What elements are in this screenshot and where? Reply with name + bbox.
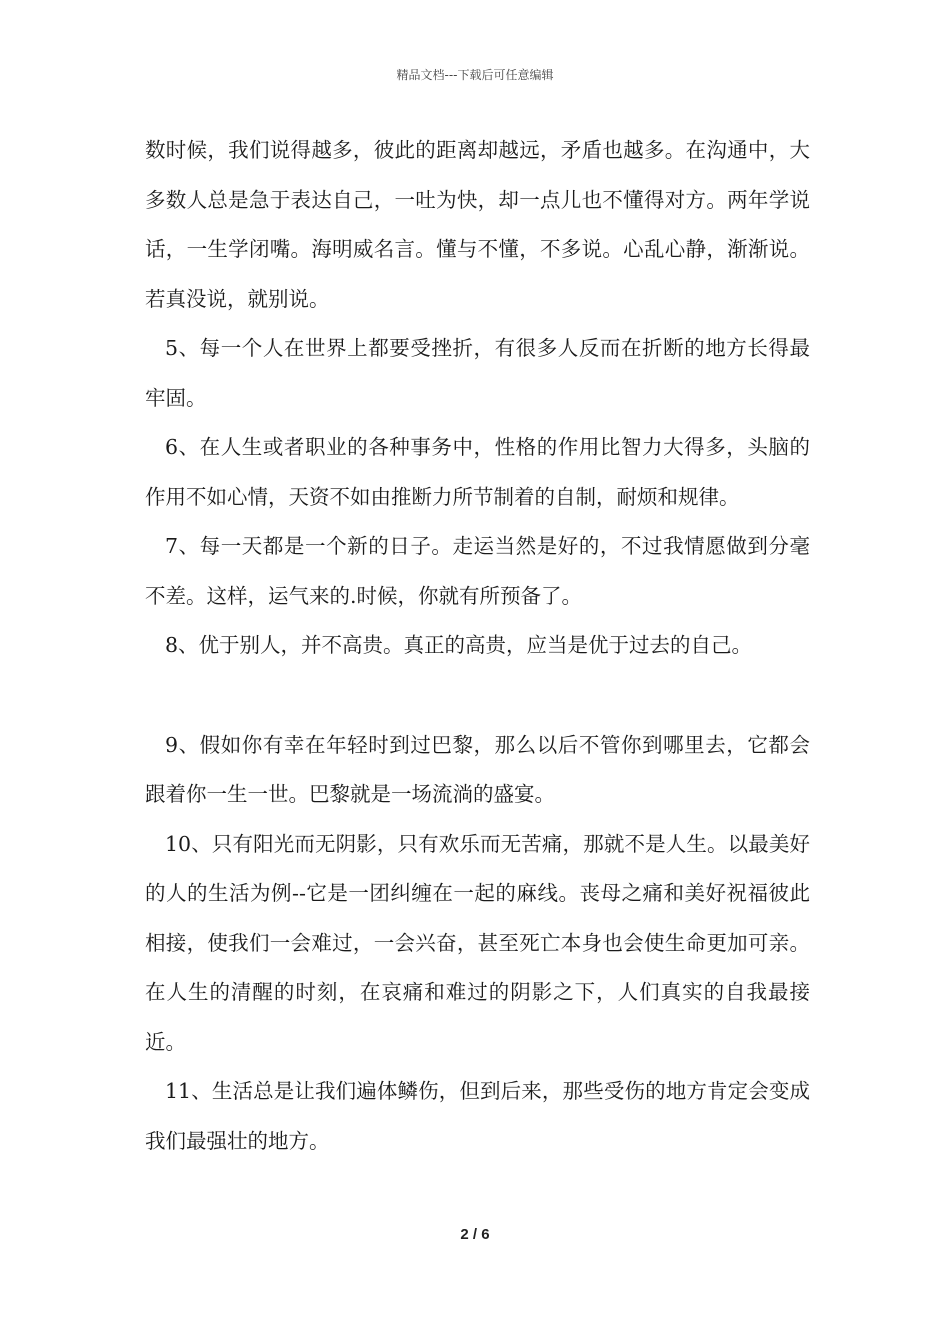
paragraph-item-10: 10、只有阳光而无阴影，只有欢乐而无苦痛，那就不是人生。以最美好的人的生活为例--它是一团纠缠在一起的麻线。丧母之痛和美好祝福彼此相接，使我们一会难过，一会兴奋，甚至死亡本身也会使生命更加可亲。在人生的清醒的时刻，在哀痛和难过的阴影之下，人们真实的自我最接近。 [145,831,810,1054]
paragraph-continued: 数时候，我们说得越多，彼此的距离却越远，矛盾也越多。在沟通中，大多数人总是急于表达自己，一吐为快，却一点儿也不懂得对方。两年学说话，一生学闭嘴。海明威名言。懂与不懂，不多说。心乱心静，渐渐说。若真没说，就别说。 [145,138,810,311]
paragraph-item-5: 5、每一个人在世界上都要受挫折，有很多人反而在折断的地方长得最牢固。 [145,336,810,410]
paragraph-item-9: 9、假如你有幸在年轻时到过巴黎，那么以后不管你到哪里去，它都会跟着你一生一世。巴黎就是一场流淌的盛宴。 [145,732,810,806]
paragraph-item-6: 6、在人生或者职业的各种事务中，性格的作用比智力大得多，头脑的作用不如心情，天资不如由推断力所节制着的自制，耐烦和规律。 [145,435,810,509]
page-header: 精品文档---下载后可任意编辑 [396,68,554,82]
paragraph-item-8: 8、优于别人，并不高贵。真正的高贵，应当是优于过去的自己。 [165,633,753,657]
page-number: 2 / 6 [460,1226,490,1243]
blank-line [145,671,810,721]
paragraph-item-7: 7、每一天都是一个新的日子。走运当然是好的，不过我情愿做到分毫不差。这样，运气来的.时候，你就有所预备了。 [145,534,810,608]
paragraph-item-11: 11、生活总是让我们遍体鳞伤，但到后来，那些受伤的地方肯定会变成我们最强壮的地方。 [145,1079,810,1153]
document-body [145,126,810,1166]
